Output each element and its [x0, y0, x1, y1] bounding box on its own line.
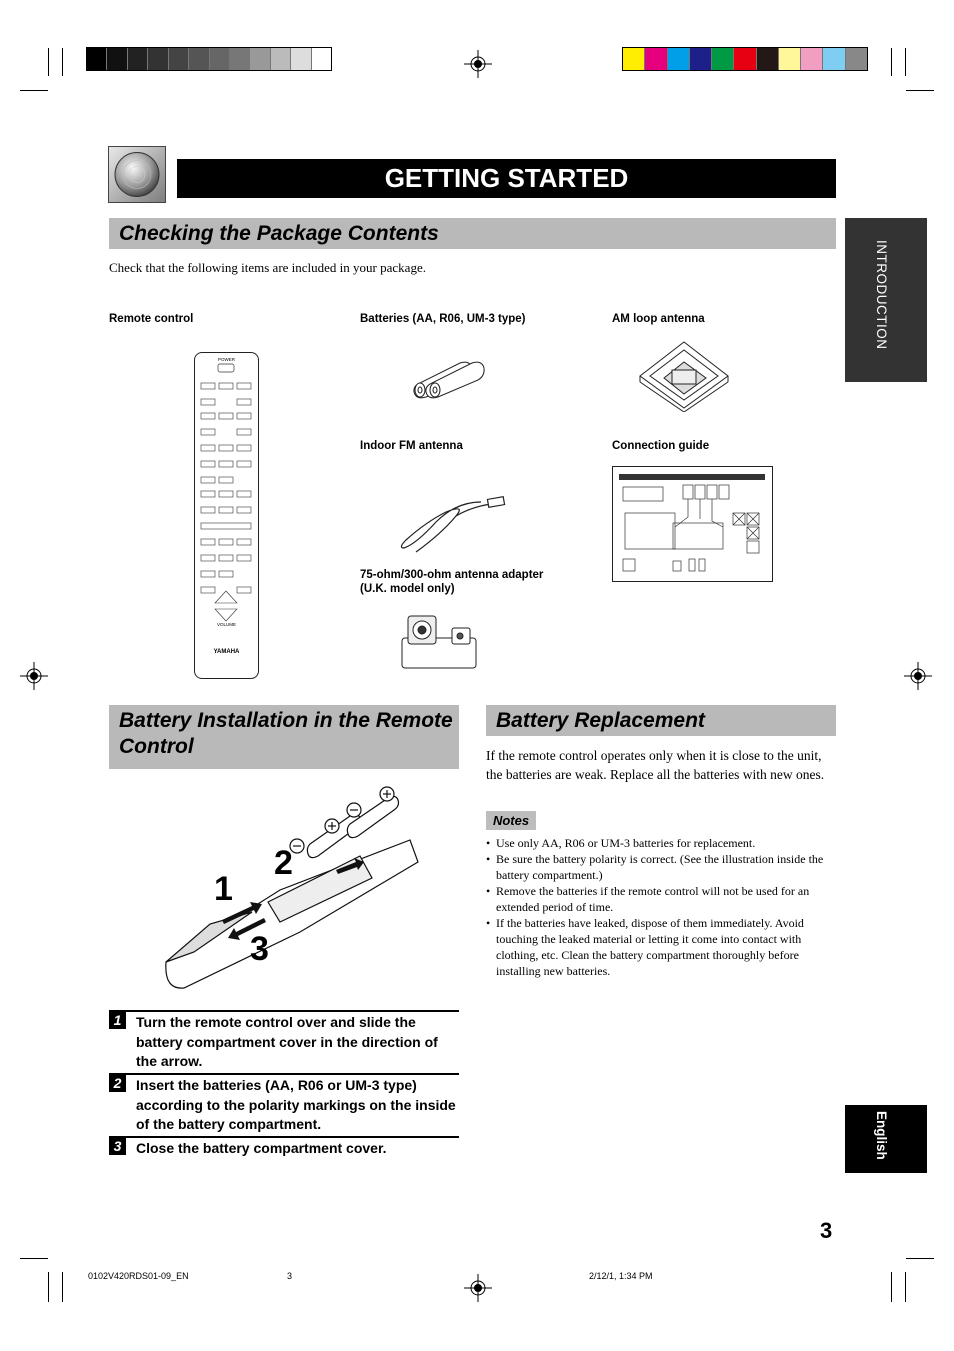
figure-step-3: 3	[250, 930, 269, 968]
crosshair-icon	[20, 662, 48, 690]
adapter-label-line1: 75-ohm/300-ohm antenna adapter	[360, 569, 544, 581]
remote-control-label: Remote control	[109, 313, 194, 325]
connection-diagram-icon	[613, 467, 772, 581]
connection-guide-illustration	[612, 466, 773, 582]
remote-battery-illustration	[160, 782, 420, 990]
crosshair-icon	[464, 50, 492, 78]
grayscale-bar	[86, 47, 332, 71]
remote-power-label: POWER	[217, 357, 235, 362]
page-title: GETTING STARTED	[384, 163, 629, 193]
step-text-3: Close the battery compartment cover.	[136, 1140, 387, 1156]
chapter-title-bar	[177, 159, 836, 198]
replacement-body: If the remote control operates only when it is close to the unit, the batteries are weak. Replace all the batteries with new ones.	[486, 748, 825, 782]
remote-control-illustration	[194, 352, 259, 679]
figure-step-2: 2	[274, 844, 293, 882]
installation-heading	[119, 708, 453, 760]
disc-icon	[109, 147, 165, 202]
step-divider	[109, 1010, 459, 1012]
am-antenna-label: AM loop antenna	[612, 313, 705, 325]
note-item: • If the batteries have leaked, dispose of them immediately. Avoid touching the leaked material or letting it come into contact with clothing, etc. Clean the battery compartment thoroughly before installing new batteries.	[486, 915, 831, 979]
english-tab-label: English	[874, 1111, 889, 1160]
notes-list	[486, 835, 831, 979]
note-item: • Use only AA, R06 or UM-3 batteries for replacement.	[486, 835, 831, 851]
fm-antenna-label: Indoor FM antenna	[360, 440, 463, 452]
step-text-2: Insert the batteries (AA, R06 or UM-3 type) according to the polarity markings on the inside of the battery compartment.	[136, 1077, 456, 1132]
page-number: 3	[820, 1218, 833, 1243]
step-number-1: 1	[109, 1012, 126, 1029]
adapter-label	[360, 568, 543, 596]
crosshair-icon	[904, 662, 932, 690]
step-divider	[109, 1136, 459, 1138]
note-item: • Be sure the battery polarity is correct. (See the illustration inside the battery compartment.)	[486, 851, 831, 883]
english-tab	[845, 1105, 927, 1173]
notes-badge	[486, 811, 536, 830]
battery-installation-figure	[160, 782, 420, 990]
antenna-adapter-illustration	[398, 610, 480, 672]
remote-volume-label: VOLUME	[216, 622, 236, 627]
notes-label: Notes	[492, 813, 530, 828]
batteries-label: Batteries (AA, R06, UM-3 type)	[360, 313, 526, 325]
step-divider	[109, 1073, 459, 1075]
footer-filename: 0102V420RDS01-09_EN	[88, 1271, 189, 1281]
footer-date: 2/12/1, 1:34 PM	[589, 1271, 653, 1281]
adapter-label-line2: (U.K. model only)	[360, 583, 455, 595]
step-number-2: 2	[109, 1075, 126, 1092]
chapter-icon	[108, 146, 166, 203]
fm-antenna-illustration	[396, 482, 516, 556]
package-intro: Check that the following items are included in your package.	[109, 260, 426, 275]
color-bar	[622, 47, 868, 71]
footer-page: 3	[287, 1271, 293, 1281]
am-antenna-illustration	[636, 336, 732, 412]
remote-brand-label: YAMAHA	[213, 649, 240, 655]
remote-buttons-icon	[195, 353, 258, 678]
introduction-tab	[845, 218, 927, 382]
installation-heading-line2: Control	[119, 735, 194, 758]
package-heading: Checking the Package Contents	[119, 222, 439, 245]
installation-heading-line1: Battery Installation in the Remote	[119, 709, 453, 732]
connection-guide-label: Connection guide	[612, 440, 710, 452]
step-text-1: Turn the remote control over and slide the battery compartment cover in the direction of the arrow.	[136, 1014, 438, 1069]
figure-step-1: 1	[214, 870, 233, 908]
replacement-heading: Battery Replacement	[496, 709, 705, 732]
step-number-3: 3	[109, 1138, 126, 1155]
introduction-tab-label: INTRODUCTION	[874, 240, 889, 350]
note-item: • Remove the batteries if the remote control will not be used for an extended period of time.	[486, 883, 831, 915]
batteries-illustration	[408, 355, 490, 400]
crosshair-icon	[464, 1274, 492, 1302]
